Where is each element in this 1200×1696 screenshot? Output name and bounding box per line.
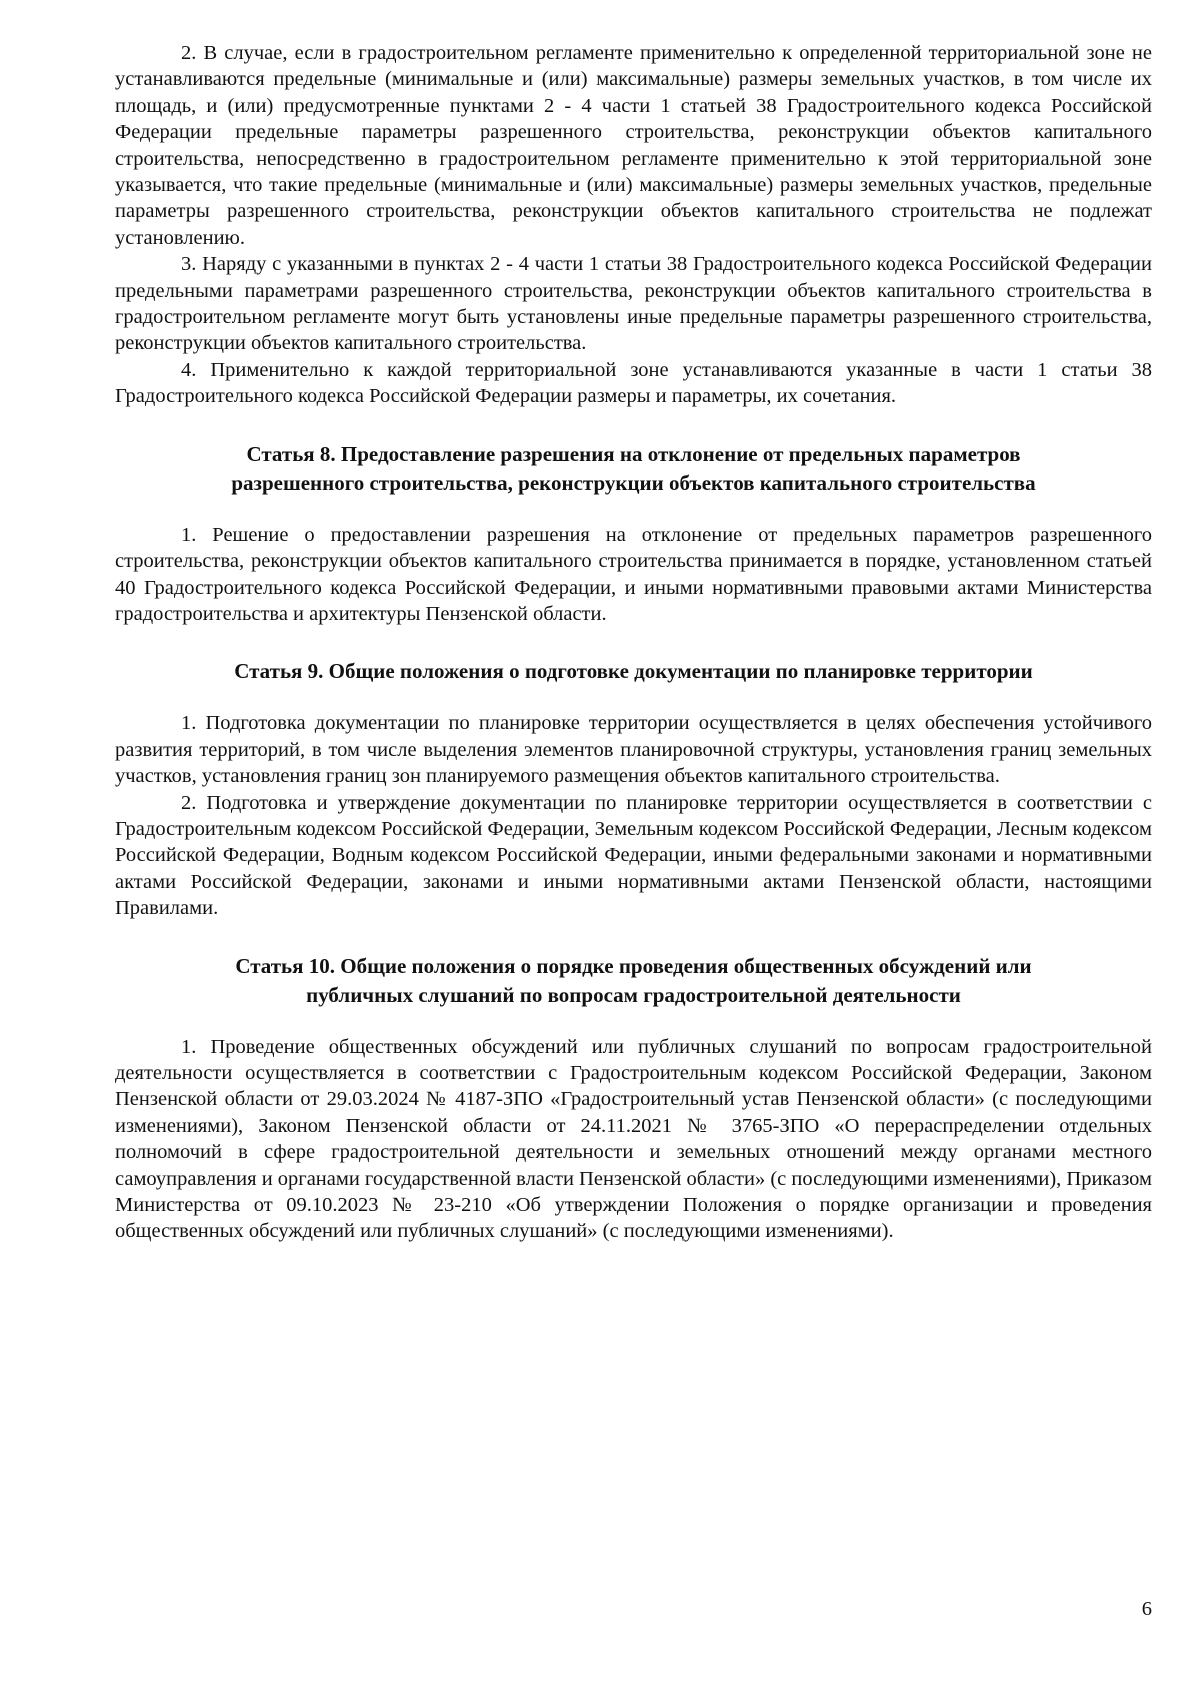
article-9-heading-line-1: Статья 9. Общие положения о подготовке документации по планировке территории bbox=[234, 659, 1033, 684]
article-10-heading-line-1: Статья 10. Общие положения о порядке проведения общественных обсуждений или bbox=[235, 953, 1032, 978]
paragraph-3: 3. Наряду с указанными в пунктах 2 - 4 части 1 статьи 38 Градостроительного кодекса Российской Федерации предельными параметрами разрешенного строительства, реконструкции объектов капитального строительства в градостроительном регламенте могут быть установлены иные предельные параметры разрешенного строительства, реконструкции объектов капитального строительства. bbox=[115, 253, 1152, 355]
document-body bbox=[115, 40, 1152, 1245]
article-9-paragraph-1: 1. Подготовка документации по планировке территории осуществляется в целях обеспечения устойчивого развития территорий, в том числе выделения элементов планировочной структуры, установления границ земельных участков, установления границ зон планируемого размещения объектов капитального строительства. bbox=[115, 712, 1152, 788]
paragraph-4: 4. Применительно к каждой территориальной зоне устанавливаются указанные в части 1 статьи 38 Градостроительного кодекса Российской Федерации размеры и параметры, их сочетания. bbox=[115, 358, 1152, 408]
article-8-heading bbox=[115, 440, 1152, 498]
article-10-heading bbox=[115, 952, 1152, 1010]
article-8-heading-line-1: Статья 8. Предоставление разрешения на отклонение от предельных параметров bbox=[246, 441, 1021, 466]
article-9-heading bbox=[115, 657, 1152, 686]
article-9-paragraph-2: 2. Подготовка и утверждение документации по планировке территории осуществляется в соответствии с Градостроительным кодексом Российской Федерации, Земельным кодексом Российской Федерации, Лесным кодексом Российской Федерации, Водным кодексом Российской Федерации, иными федеральными законами и нормативными актами Российской Федерации, законами и иными нормативными актами Пензенской области, настоящими Правилами. bbox=[115, 791, 1152, 920]
article-10-heading-line-2: публичных слушаний по вопросам градостроительной деятельности bbox=[306, 982, 961, 1007]
paragraph-2: 2. В случае, если в градостроительном регламенте применительно к определенной территориальной зоне не устанавливаются предельные (минимальные и (или) максимальные) размеры земельных участков, в том числе их площадь, и (или) предусмотренные пунктами 2 - 4 части 1 статьей 38 Градостроительного кодекса Российской Федерации предельные параметры разрешенного строительства, реконструкции объектов капитального строительства, непосредственно в градостроительном регламенте применительно к этой территориальной зоне указывается, что такие предельные (минимальные и (или) максимальные) размеры земельных участков, предельные параметры разрешенного строительства, реконструкции объектов капитального строительства не подлежат установлению. bbox=[115, 42, 1152, 249]
article-8-heading-line-2: разрешенного строительства, реконструкции объектов капитального строительства bbox=[231, 470, 1036, 495]
article-10-paragraph-1: 1. Проведение общественных обсуждений или публичных слушаний по вопросам градостроительной деятельности осуществляется в соответствии с Градостроительным кодексом Российской Федерации, Законом Пензенской области от 29.03.2024 № 4187-ЗПО «Градостроительный устав Пензенской области» (с последующими изменениями), Законом Пензенской области от 24.11.2021 № 3765-ЗПО «О перераспределении отдельных полномочий в сфере градостроительной деятельности и земельных отношений между органами местного самоуправления и органами государственной власти Пензенской области» (с последующими изменениями), Приказом Министерства от 09.10.2023 № 23-210 «Об утверждении Положения о порядке организации и проведения общественных обсуждений или публичных слушаний» (с последующими изменениями). bbox=[115, 1035, 1153, 1243]
article-8-paragraph-1: 1. Решение о предоставлении разрешения на отклонение от предельных параметров разрешенного строительства, реконструкции объектов капитального строительства принимается в порядке, установленном статьей 40 Градостроительного кодекса Российской Федерации, и иными нормативными правовыми актами Министерства градостроительства и архитектуры Пензенской области. bbox=[115, 523, 1152, 625]
page-number: 6 bbox=[1141, 1598, 1152, 1620]
